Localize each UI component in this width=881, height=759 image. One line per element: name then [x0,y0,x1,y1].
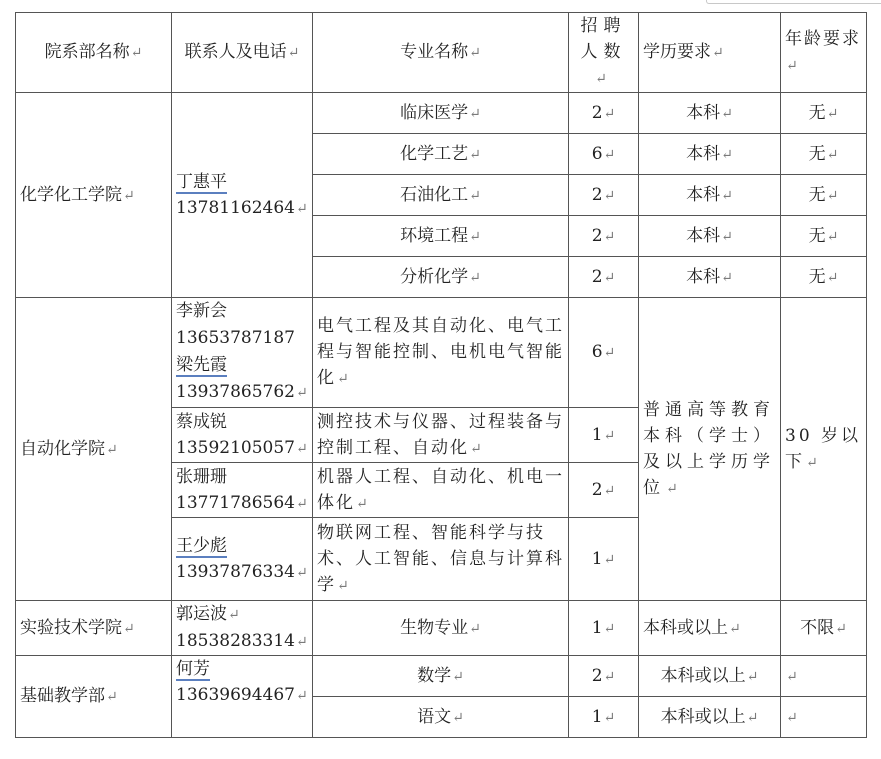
table-row [16,656,867,697]
edu-text: 本科或以上 [660,665,746,686]
return-mark: ↵ [295,634,308,650]
major-cell [313,656,569,697]
age-cell [781,656,867,697]
table-row [16,601,867,656]
return-mark: ↵ [123,620,135,637]
count-cell [569,298,639,408]
count-cell [569,518,639,601]
age-text: 30 岁以下 [785,425,862,472]
major-text: 数学 [417,665,452,686]
return-mark: ↵ [826,228,839,245]
return-mark: ↵ [603,187,616,204]
major-text: 生物专业 [400,617,469,638]
contact-name: 郭运波 [176,604,227,624]
edu-cell [639,601,781,656]
header-major [313,13,569,93]
return-mark: ↵ [295,200,308,217]
contact-phone: 13653787187 [176,328,295,348]
return-mark: ↵ [603,668,616,685]
contact-name: 张珊珊 [176,466,227,487]
contact-phone: 13781162464 [176,197,295,218]
header-contact-text: 联系人及电话 [184,42,287,62]
return-mark: ↵ [295,440,308,457]
page-edge-decoration [706,0,881,4]
major-cell [313,697,569,738]
age-cell [781,298,867,601]
header-major-text: 专业名称 [400,42,469,62]
edu-cell [639,298,781,601]
count-text: 2 [591,266,603,287]
major-cell [313,408,569,463]
return-mark: ↵ [721,269,733,286]
contact-phone: 13639694467 [176,685,295,705]
contact-cell [172,463,313,518]
return-mark: ↵ [469,269,481,286]
edu-text: 本科 [686,266,721,287]
return-mark: ↵ [826,146,839,163]
table-row [16,93,867,134]
count-cell [569,601,639,656]
return-mark: ↵ [469,45,481,61]
major-cell [313,518,569,601]
contact-name: 蔡成锐 [176,411,227,432]
contact-phone: 13937876334 [176,561,295,582]
edu-text: 本科 [686,184,721,205]
return-mark: ↵ [603,551,616,568]
return-mark: ↵ [295,385,308,401]
return-mark: ↵ [106,441,118,458]
contact-cell [172,298,313,408]
table-row [16,298,867,408]
return-mark: ↵ [469,105,481,122]
return-mark: ↵ [603,269,616,286]
contact-cell [172,601,313,656]
return-mark: ↵ [469,146,481,163]
edu-text: 普通高等教育本科（学士）及以上学历学位 [643,399,775,498]
return-mark: ↵ [786,709,798,726]
major-text: 测控技术与仪器、过程装备与控制工程、自动化 [317,411,564,458]
return-mark: ↵ [835,620,847,637]
dept-name: 实验技术学院 [20,617,122,638]
contact-name: 李新会 [176,301,227,321]
return-mark: ↵ [603,427,616,444]
dept-cell [16,601,172,656]
edu-cell [639,697,781,738]
major-text: 环境工程 [400,225,469,246]
recruitment-table [15,12,867,738]
return-mark: ↵ [826,105,839,122]
count-cell [569,257,639,298]
count-cell [569,408,639,463]
major-cell [313,463,569,518]
age-text: 无 [808,102,826,123]
return-mark: ↵ [469,620,481,637]
return-mark: ↵ [452,668,464,685]
major-cell [313,298,569,408]
return-mark: ↵ [295,495,308,512]
count-text: 6 [591,342,603,362]
return-mark: ↵ [786,668,798,685]
header-count [569,13,639,93]
return-mark: ↵ [603,345,616,361]
count-text: 6 [591,143,603,164]
contact-cell [172,408,313,463]
contact-name: 梁先霞 [176,355,227,375]
count-text: 2 [591,665,603,686]
return-mark: ↵ [106,689,118,705]
return-mark: ↵ [228,607,240,623]
contact-cell [172,656,313,738]
return-mark: ↵ [287,45,300,61]
return-mark: ↵ [469,228,481,245]
contact-phone: 13592105057 [176,437,295,458]
return-mark: ↵ [595,71,613,87]
contact-cell [172,93,313,298]
count-text: 2 [591,102,603,123]
count-text: 2 [591,479,603,500]
major-text: 机器人工程、自动化、机电一体化 [317,466,564,513]
age-text: 无 [808,225,826,246]
major-cell [313,257,569,298]
return-mark: ↵ [452,709,464,726]
header-age [781,13,867,93]
return-mark: ↵ [786,58,800,74]
age-cell [781,601,867,656]
count-cell [569,175,639,216]
major-cell [313,134,569,175]
count-text: 1 [591,424,603,445]
age-cell [781,697,867,738]
edu-cell [639,175,781,216]
return-mark: ↵ [603,105,616,122]
contact-phone: 18538283314 [176,631,295,651]
dept-cell [16,656,172,738]
return-mark: ↵ [603,709,616,726]
major-text: 语文 [417,706,452,727]
header-edu [639,13,781,93]
count-text: 1 [591,706,603,727]
return-mark: ↵ [721,187,733,204]
edu-cell [639,257,781,298]
age-cell [781,216,867,257]
return-mark: ↵ [806,454,821,471]
count-text: 2 [591,184,603,205]
return-mark: ↵ [295,688,308,704]
return-mark: ↵ [603,482,616,499]
major-text: 分析化学 [400,266,469,287]
contact-phone: 13937865762 [176,382,295,402]
edu-text: 本科 [686,225,721,246]
return-mark: ↵ [123,187,135,204]
return-mark: ↵ [729,620,741,637]
contact-name: 何芳 [176,659,210,679]
edu-cell [639,656,781,697]
age-text: 无 [808,184,826,205]
major-text: 石油化工 [400,184,469,205]
count-cell [569,463,639,518]
dept-name: 基础教学部 [20,686,105,706]
major-cell [313,216,569,257]
dept-cell [16,93,172,298]
return-mark: ↵ [721,146,733,163]
age-cell [781,175,867,216]
major-text: 化学工艺 [400,143,469,164]
major-text: 电气工程及其自动化、电气工程与智能控制、电机电气智能化 [317,316,564,388]
edu-text: 本科 [686,143,721,164]
contact-name: 王少彪 [176,535,227,556]
count-cell [569,93,639,134]
count-cell [569,216,639,257]
major-cell [313,93,569,134]
return-mark: ↵ [470,440,484,457]
header-count-text: 招聘人数 [580,16,627,62]
return-mark: ↵ [712,45,724,61]
header-dept-text: 院系部名称 [44,42,130,62]
header-age-text: 年龄要求 [785,29,861,49]
return-mark: ↵ [603,620,616,637]
dept-cell [16,298,172,601]
return-mark: ↵ [337,577,351,594]
header-row [16,13,867,93]
edu-cell [639,93,781,134]
return-mark: ↵ [603,228,616,245]
return-mark: ↵ [337,371,351,387]
return-mark: ↵ [746,668,759,685]
return-mark: ↵ [721,228,733,245]
contact-name: 丁惠平 [176,171,227,192]
return-mark: ↵ [826,269,839,286]
return-mark: ↵ [826,187,839,204]
major-text: 物联网工程、智能科学与技术、人工智能、信息与计算科学 [317,522,564,595]
count-text: 1 [591,617,603,638]
age-text: 无 [808,266,826,287]
age-text: 不限 [800,617,835,638]
return-mark: ↵ [295,564,308,581]
edu-cell [639,134,781,175]
return-mark: ↵ [603,146,616,163]
contact-phone: 13771786564 [176,492,295,513]
age-cell [781,134,867,175]
return-mark: ↵ [469,187,481,204]
age-text: 无 [808,143,826,164]
dept-name: 化学化工学院 [20,184,122,205]
header-contact [172,13,313,93]
return-mark: ↵ [666,480,683,497]
major-cell [313,601,569,656]
major-cell [313,175,569,216]
edu-text: 本科 [686,102,721,123]
edu-text: 本科或以上 [643,617,728,638]
edu-cell [639,216,781,257]
header-dept [16,13,172,93]
return-mark: ↵ [721,105,733,122]
return-mark: ↵ [130,45,143,61]
count-cell [569,697,639,738]
header-edu-text: 学历要求 [643,42,711,62]
dept-name: 自动化学院 [20,438,105,459]
return-mark: ↵ [356,495,370,512]
return-mark: ↵ [746,709,759,726]
count-text: 2 [591,225,603,246]
contact-cell [172,518,313,601]
count-cell [569,656,639,697]
edu-text: 本科或以上 [660,706,746,727]
count-text: 1 [591,548,603,569]
count-cell [569,134,639,175]
age-cell [781,93,867,134]
age-cell [781,257,867,298]
major-text: 临床医学 [400,102,469,123]
